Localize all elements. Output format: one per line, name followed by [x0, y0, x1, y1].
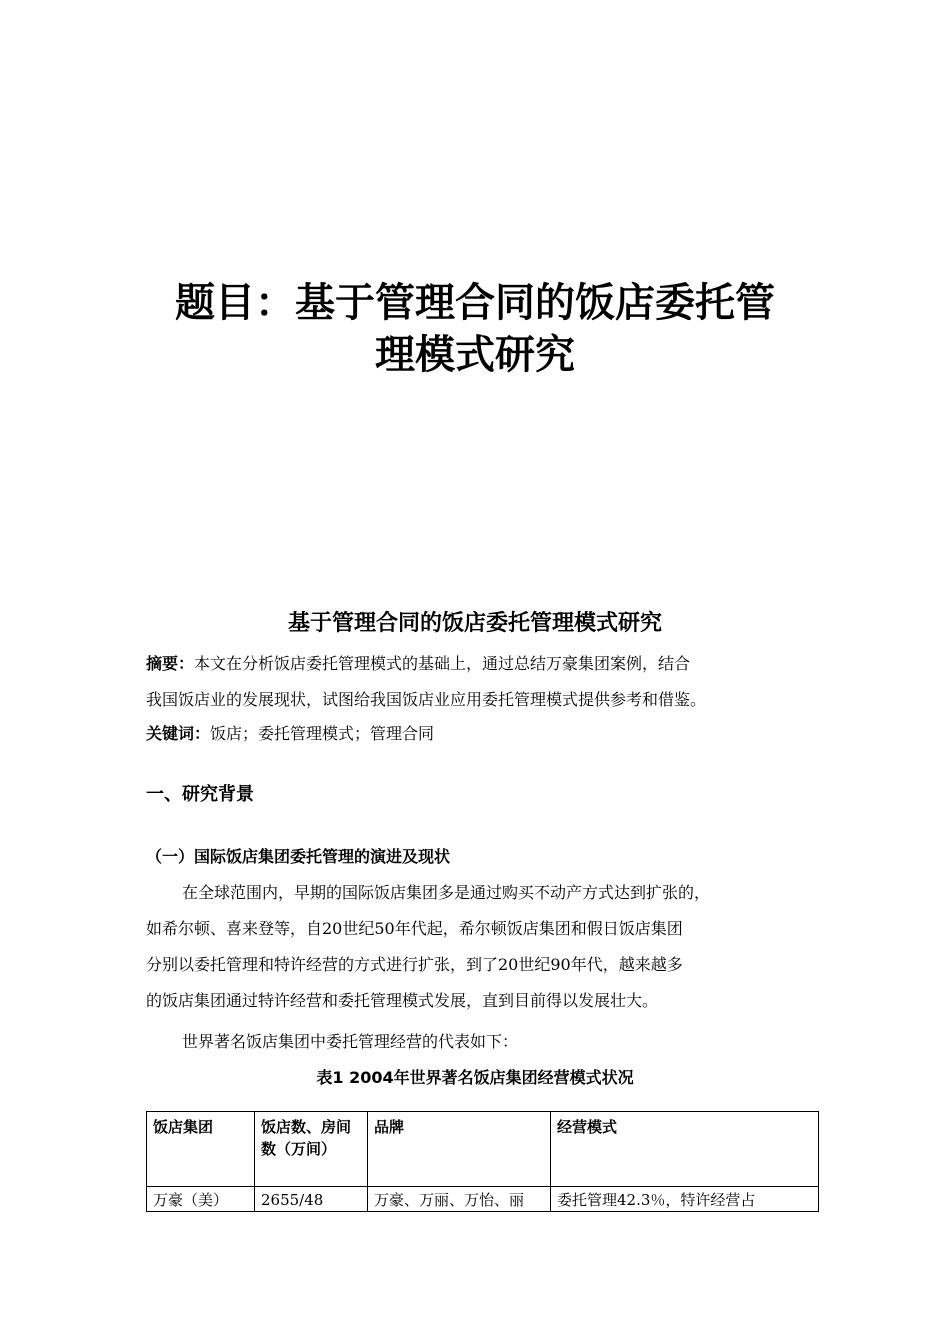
- table-header-cell: 经营模式: [551, 1112, 819, 1187]
- abstract: [146, 646, 816, 718]
- subsection-heading: （一）国际饭店集团委托管理的演进及现状: [146, 847, 451, 866]
- table-caption: 表1 2004年世界著名饭店集团经营模式状况: [316, 1068, 634, 1087]
- table-cell: 2655/48: [255, 1187, 368, 1212]
- paragraph-1-line1: 在全球范围内，早期的国际饭店集团多是通过购买不动产方式达到扩张的，: [182, 883, 711, 902]
- section-heading-research-background: 一、研究背景: [146, 784, 254, 805]
- paragraph-1-line4: 的饭店集团通过特许经营和委托管理模式发展，直到目前得以发展壮大。: [146, 991, 659, 1010]
- abstract-text-line2: 我国饭店业的发展现状，试图给我国饭店业应用委托管理模式提供参考和借鉴。: [146, 690, 707, 709]
- cover-title-line2: 理模式研究: [375, 332, 575, 378]
- paragraph-2-text: 世界著名饭店集团中委托管理经营的代表如下：: [182, 1032, 519, 1051]
- cover-title-line1: 题目：基于管理合同的饭店委托管: [175, 280, 775, 326]
- table-cell: 万豪、万丽、万怡、丽: [368, 1187, 551, 1212]
- paragraph-2: [146, 1024, 816, 1060]
- hotel-groups-table: [146, 1111, 819, 1212]
- table-header-cell: 饭店集团: [147, 1112, 255, 1187]
- keywords-text: 饭店；委托管理模式；管理合同: [210, 724, 435, 743]
- paper-title: 基于管理合同的饭店委托管理模式研究: [287, 611, 662, 636]
- keywords-label: 关键词：: [146, 724, 211, 743]
- paragraph-1: [146, 875, 816, 1019]
- abstract-text-line1: 本文在分析饭店委托管理模式的基础上，通过总结万豪集团案例，结合: [194, 654, 691, 673]
- paragraph-1-line3: 分别以委托管理和特许经营的方式进行扩张，到了20世纪90年代，越来越多: [146, 955, 683, 974]
- cover-title: [100, 277, 850, 381]
- table-header-cell: 饭店数、房间数（万间）: [255, 1112, 368, 1187]
- table-cell: 委托管理42.3％，特许经营占: [551, 1187, 819, 1212]
- table-row: [147, 1187, 819, 1212]
- table-header-row: [147, 1112, 819, 1187]
- paragraph-1-line2: 如希尔顿、喜来登等，自20世纪50年代起，希尔顿饭店集团和假日饭店集团: [146, 919, 683, 938]
- table-cell: 万豪（美）: [147, 1187, 255, 1212]
- keywords: [146, 716, 816, 752]
- table-header-cell: 品牌: [368, 1112, 551, 1187]
- abstract-label: 摘要：: [146, 654, 195, 673]
